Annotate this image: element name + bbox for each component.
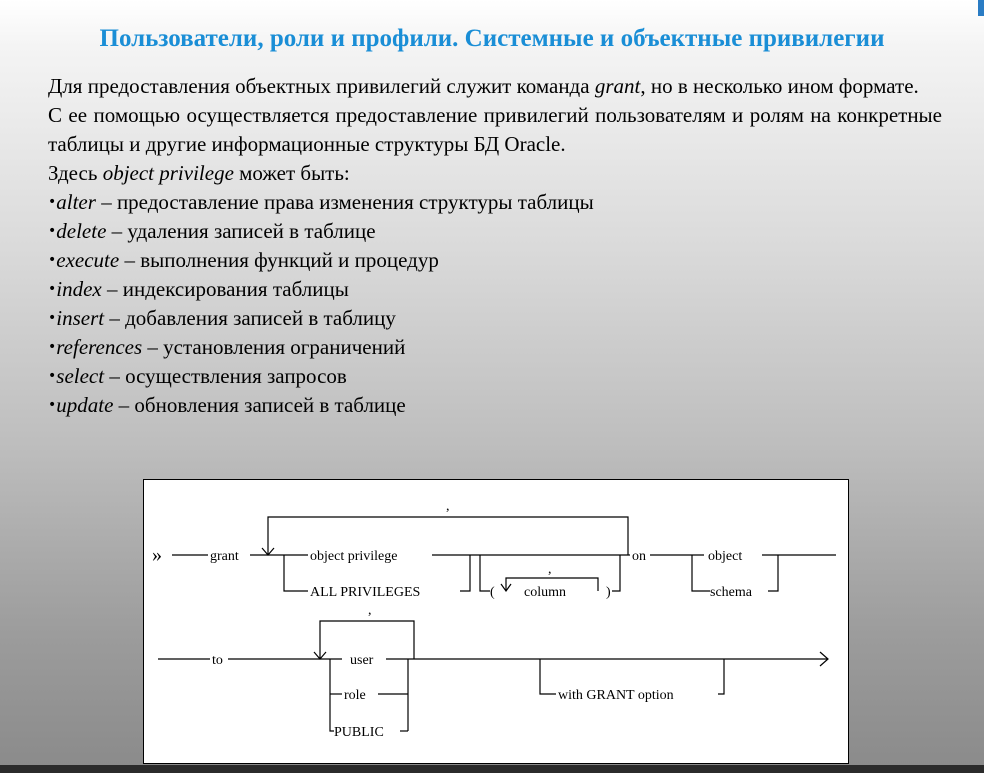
object-privilege-keyword: object privilege <box>102 161 234 185</box>
grant-syntax-diagram <box>143 479 849 764</box>
bullet-icon: • <box>48 368 57 384</box>
privilege-description: – добавления записей в таблицу <box>104 306 396 330</box>
privilege-item-update <box>48 391 942 420</box>
privilege-name: insert <box>56 306 105 330</box>
bullet-icon: • <box>48 339 57 355</box>
grant-label: grant <box>210 549 239 564</box>
all-privileges-branch-in <box>284 555 308 591</box>
column-open-paren: ( <box>490 585 495 600</box>
object-privilege-label: object privilege <box>310 549 398 564</box>
public-label: PUBLIC <box>334 725 384 740</box>
privilege-separator: , <box>446 499 450 514</box>
bullet-icon: • <box>48 310 57 326</box>
all-privileges-label: ALL PRIVILEGES <box>310 585 421 600</box>
bottom-bar <box>0 765 984 773</box>
privilege-name: execute <box>56 248 120 272</box>
privilege-name: update <box>56 393 114 417</box>
privilege-name: alter <box>56 190 96 214</box>
user-label: user <box>350 653 374 668</box>
paragraph-here: Здесь object privilege может быть: <box>48 161 350 185</box>
grantee-branch-down <box>330 659 334 731</box>
bullet-icon: • <box>48 223 57 239</box>
privilege-item-delete <box>48 217 942 246</box>
with-grant-option-label: with GRANT option <box>558 688 674 703</box>
column-branch-in <box>480 555 490 591</box>
privilege-description: – удаления записей в таблице <box>106 219 376 243</box>
all-privileges-branch-out <box>460 555 470 591</box>
to-label: to <box>212 653 223 668</box>
bullet-icon: • <box>48 281 57 297</box>
column-separator: , <box>548 562 552 577</box>
privilege-list <box>48 188 942 420</box>
privilege-description: – предоставление права изменения структуры таблицы <box>95 190 594 214</box>
bullet-icon: • <box>48 252 57 268</box>
privilege-item-index <box>48 275 942 304</box>
grant-keyword: grant <box>594 74 641 98</box>
grant-option-branch-out <box>718 659 724 694</box>
privilege-description: – индексирования таблицы <box>101 277 349 301</box>
column-branch-out <box>612 555 620 591</box>
privilege-item-alter <box>48 188 942 217</box>
column-label: column <box>524 585 566 600</box>
column-close-paren: ) <box>606 585 611 600</box>
privilege-description: – установления ограничений <box>142 335 406 359</box>
privilege-description: – обновления записей в таблице <box>113 393 406 417</box>
privilege-item-insert <box>48 304 942 333</box>
on-label: on <box>632 549 646 564</box>
privilege-description: – выполнения функций и процедур <box>119 248 439 272</box>
corner-accent <box>978 0 984 16</box>
privilege-item-execute <box>48 246 942 275</box>
privilege-item-select <box>48 362 942 391</box>
slide-body <box>48 72 942 420</box>
slide-title: Пользователи, роли и профили. Системные и объектные привилегии <box>99 25 885 52</box>
bullet-icon: • <box>48 397 57 413</box>
grantee-separator: , <box>368 603 372 618</box>
diagram-start-marker: » <box>152 544 162 566</box>
privilege-item-references <box>48 333 942 362</box>
role-label: role <box>344 688 366 703</box>
paragraph-purpose: С ее помощью осуществляется предоставление привилегий пользователям и ролям на конкретные таблицы и другие информационные структуры БД Oracle. <box>48 103 942 156</box>
paragraph-intro: Для предоставления объектных привилегий служит команда grant, но в несколько ином формате. <box>48 74 919 98</box>
privilege-name: select <box>56 364 105 388</box>
privilege-name: references <box>56 335 143 359</box>
privilege-name: delete <box>56 219 107 243</box>
object-label: object <box>708 549 743 564</box>
grant-option-branch-in <box>540 659 556 694</box>
privilege-name: index <box>56 277 102 301</box>
bullet-icon: • <box>48 194 57 210</box>
privilege-description: – осуществления запросов <box>104 364 347 388</box>
schema-branch-out <box>768 555 778 591</box>
schema-label: schema <box>710 585 752 600</box>
syntax-diagram-svg <box>144 480 850 765</box>
